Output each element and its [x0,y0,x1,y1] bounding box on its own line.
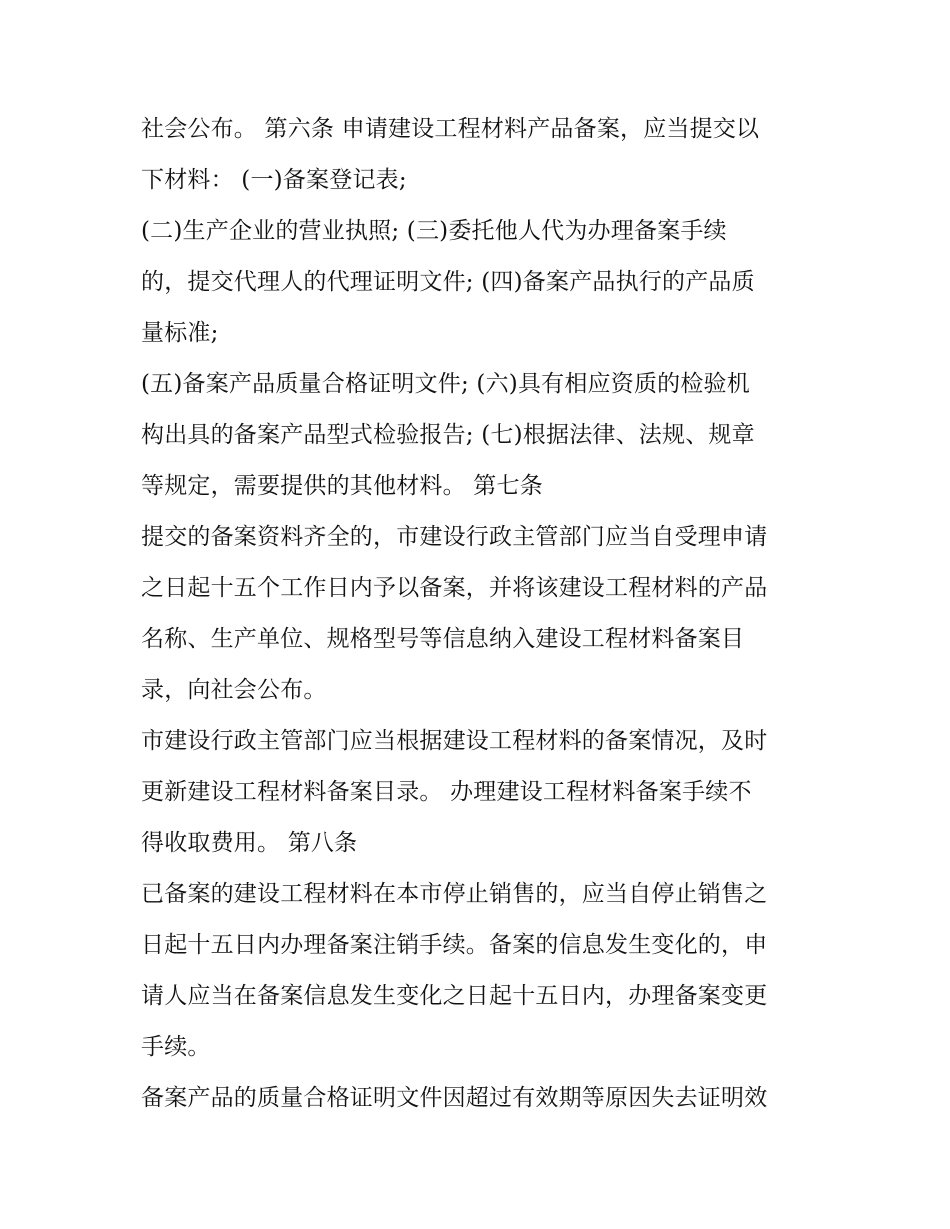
text-line: 日起十五日内办理备案注销手续。备案的信息发生变化的，申 [141,932,768,958]
text-line: (二)生产企业的营业执照; (三)委托他人代为办理备案手续 [141,218,727,244]
text-line: 等规定，需要提供的其他材料。 第七条 [141,473,543,499]
text-line: 手续。 [141,1034,211,1060]
text-line: (五)备案产品质量合格证明文件; (六)具有相应资质的检验机 [141,371,750,397]
text-line: 已备案的建设工程材料在本市停止销售的，应当自停止销售之 [141,881,768,907]
text-line: 构出具的备案产品型式检验报告; (七)根据法律、法规、规章 [141,422,755,448]
text-line: 得收取费用。 第八条 [141,830,358,856]
text-line: 备案产品的质量合格证明文件因超过有效期等原因失去证明效 [141,1085,768,1111]
text-line: 的，提交代理人的代理证明文件; (四)备案产品执行的产品质 [141,269,755,295]
text-line: 更新建设工程材料备案目录。 办理建设工程材料备案手续不 [141,779,752,805]
text-line: 社会公布。 第六条 申请建设工程材料产品备案，应当提交以 [141,116,760,142]
text-line: 之日起十五个工作日内予以备案，并将该建设工程材料的产品 [141,575,768,601]
document-body [141,104,821,1124]
text-line: 量标准; [141,320,219,346]
text-line: 市建设行政主管部门应当根据建设工程材料的备案情况，及时 [141,728,768,754]
text-line: 提交的备案资料齐全的，市建设行政主管部门应当自受理申请 [141,524,768,550]
text-line: 请人应当在备案信息发生变化之日起十五日内，办理备案变更 [141,983,768,1009]
text-line: 名称、生产单位、规格型号等信息纳入建设工程材料备案目 [141,626,745,652]
text-line: 下材料： (一)备案登记表; [141,167,407,193]
text-line: 录，向社会公布。 [141,677,327,703]
